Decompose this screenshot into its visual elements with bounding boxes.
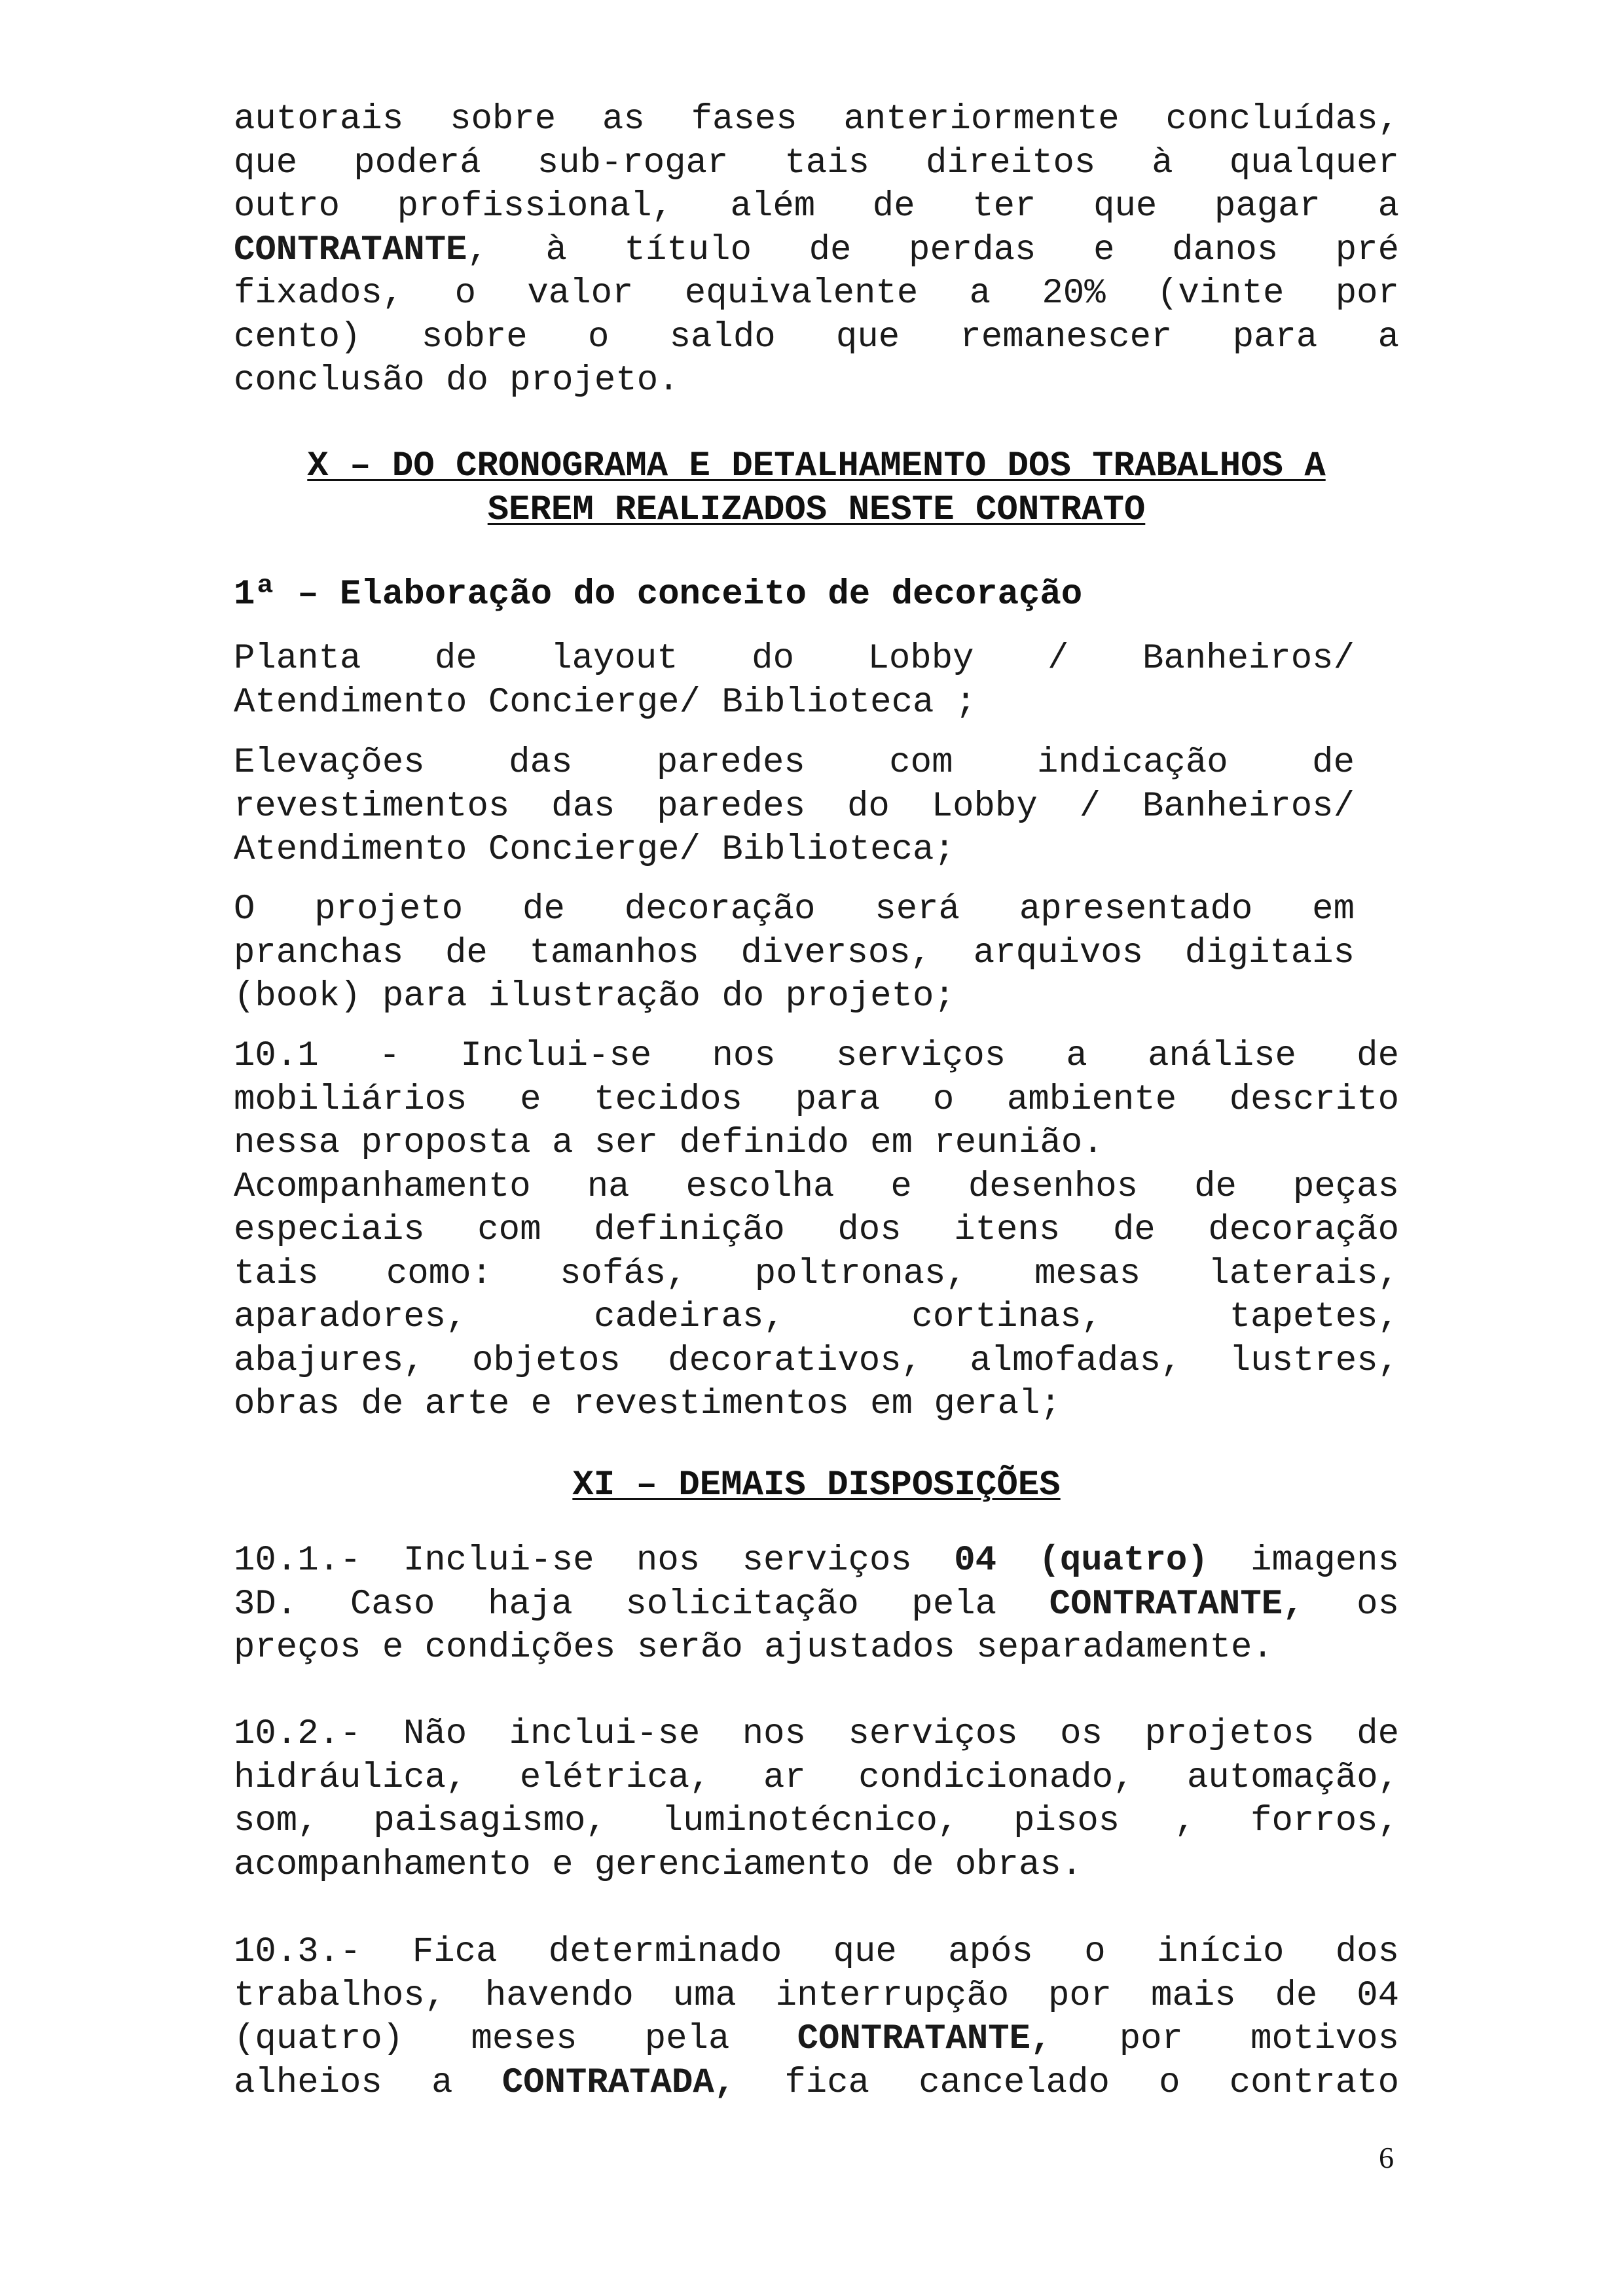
clause-line	[234, 1583, 1399, 1627]
para-line: Elevações das paredes com indicação de	[234, 743, 1355, 783]
clause-10-1	[234, 1539, 1399, 1670]
para-line: abajures, objetos decorativos, almofadas, lustres,	[234, 1340, 1399, 1381]
section-x-para1	[234, 637, 1355, 725]
para-line: especiais com definição dos itens de decoração	[234, 1210, 1399, 1250]
section-xi-title: XI – DEMAIS DISPOSIÇÕES	[572, 1465, 1061, 1505]
para-line: aparadores, cadeiras, cortinas, tapetes,	[234, 1297, 1399, 1337]
contratante-bold: CONTRATANTE,	[1049, 1584, 1304, 1624]
section-x-para4	[234, 1035, 1399, 1427]
intro-line: outro profissional, além de ter que pagar a	[234, 187, 1399, 226]
clause-10-3	[234, 1931, 1399, 2105]
intro-line: conclusão do projeto.	[234, 361, 680, 401]
clause-line: 10.2.- Não inclui-se nos serviços os projetos de	[234, 1714, 1399, 1754]
quantity-bold: 04 (quatro)	[954, 1541, 1209, 1581]
contratante-bold: CONTRATANTE,	[797, 2019, 1052, 2059]
clause-text: 3D. Caso haja solicitação pela	[234, 1584, 1049, 1624]
para-line: obras de arte e revestimentos em geral;	[234, 1384, 1061, 1424]
clause-text: imagens	[1208, 1541, 1399, 1581]
para-line: 10.1 - Inclui-se nos serviços a análise de	[234, 1036, 1399, 1076]
para-line: mobiliários e tecidos para o ambiente descrito	[234, 1079, 1399, 1120]
clause-line: trabalhos, havendo uma interrupção por mais de 04	[234, 1975, 1399, 2016]
clause-line	[234, 2018, 1399, 2062]
section-x-para2	[234, 742, 1355, 872]
para-line: pranchas de tamanhos diversos, arquivos digitais	[234, 933, 1355, 973]
para-line: O projeto de decoração será apresentado em	[234, 889, 1355, 929]
intro-line: autorais sobre as fases anteriormente concluídas,	[234, 99, 1399, 139]
para-line: nessa proposta a ser definido em reunião.	[234, 1123, 1104, 1163]
contratada-bold: CONTRATADA,	[501, 2062, 736, 2103]
clause-line: preços e condições serão ajustados separadamente.	[234, 1628, 1273, 1668]
intro-line-rest: , à título de perdas e danos pré	[467, 230, 1399, 270]
section-xi-heading	[234, 1464, 1399, 1508]
para-line: Acompanhamento na escolha e desenhos de peças	[234, 1166, 1399, 1207]
clause-text: fica cancelado o contrato	[735, 2062, 1399, 2103]
para-line: Atendimento Concierge/ Biblioteca;	[234, 830, 955, 870]
para-line: tais como: sofás, poltronas, mesas laterais,	[234, 1253, 1399, 1294]
contratante-bold: CONTRATANTE	[234, 230, 467, 270]
clause-line: acompanhamento e gerenciamento de obras.	[234, 1844, 1083, 1885]
section-x-title-line2: SEREM REALIZADOS NESTE CONTRATO	[487, 490, 1146, 530]
page-number: 6	[1379, 2141, 1394, 2174]
section-x-subtitle: 1ª – Elaboração do conceito de decoração	[234, 575, 1083, 615]
para-line: (book) para ilustração do projeto;	[234, 977, 955, 1016]
clause-text: por motivos	[1051, 2019, 1399, 2059]
section-x-title-line1: X – DO CRONOGRAMA E DETALHAMENTO DOS TRABALHOS A	[307, 446, 1326, 486]
intro-line: fixados, o valor equivalente a 20% (vinte por	[234, 274, 1399, 314]
para-line: Planta de layout do Lobby / Banheiros/	[234, 639, 1355, 679]
para-line: revestimentos das paredes do Lobby / Banheiros/	[234, 786, 1355, 827]
intro-line: que poderá sub-rogar tais direitos à qualquer	[234, 143, 1399, 183]
intro-line	[234, 229, 1399, 273]
clause-text: alheios a	[234, 2062, 502, 2103]
section-x-heading	[234, 445, 1399, 532]
clause-line: hidráulica, elétrica, ar condicionado, automação,	[234, 1757, 1399, 1798]
clause-text: os	[1304, 1584, 1399, 1624]
clause-10-2	[234, 1713, 1399, 1887]
para-line: Atendimento Concierge/ Biblioteca ;	[234, 682, 977, 723]
clause-text: (quatro) meses pela	[234, 2019, 797, 2059]
clause-line	[234, 2062, 1399, 2106]
intro-line: cento) sobre o saldo que remanescer para a	[234, 317, 1399, 357]
clause-line: 10.3.- Fica determinado que após o início dos	[234, 1932, 1399, 1972]
section-x-para3	[234, 888, 1355, 1019]
clause-line: som, paisagismo, luminotécnico, pisos , forros,	[234, 1801, 1399, 1841]
intro-paragraph	[234, 98, 1399, 403]
clause-text: 10.1.- Inclui-se nos serviços	[234, 1541, 955, 1581]
clause-line	[234, 1539, 1399, 1583]
